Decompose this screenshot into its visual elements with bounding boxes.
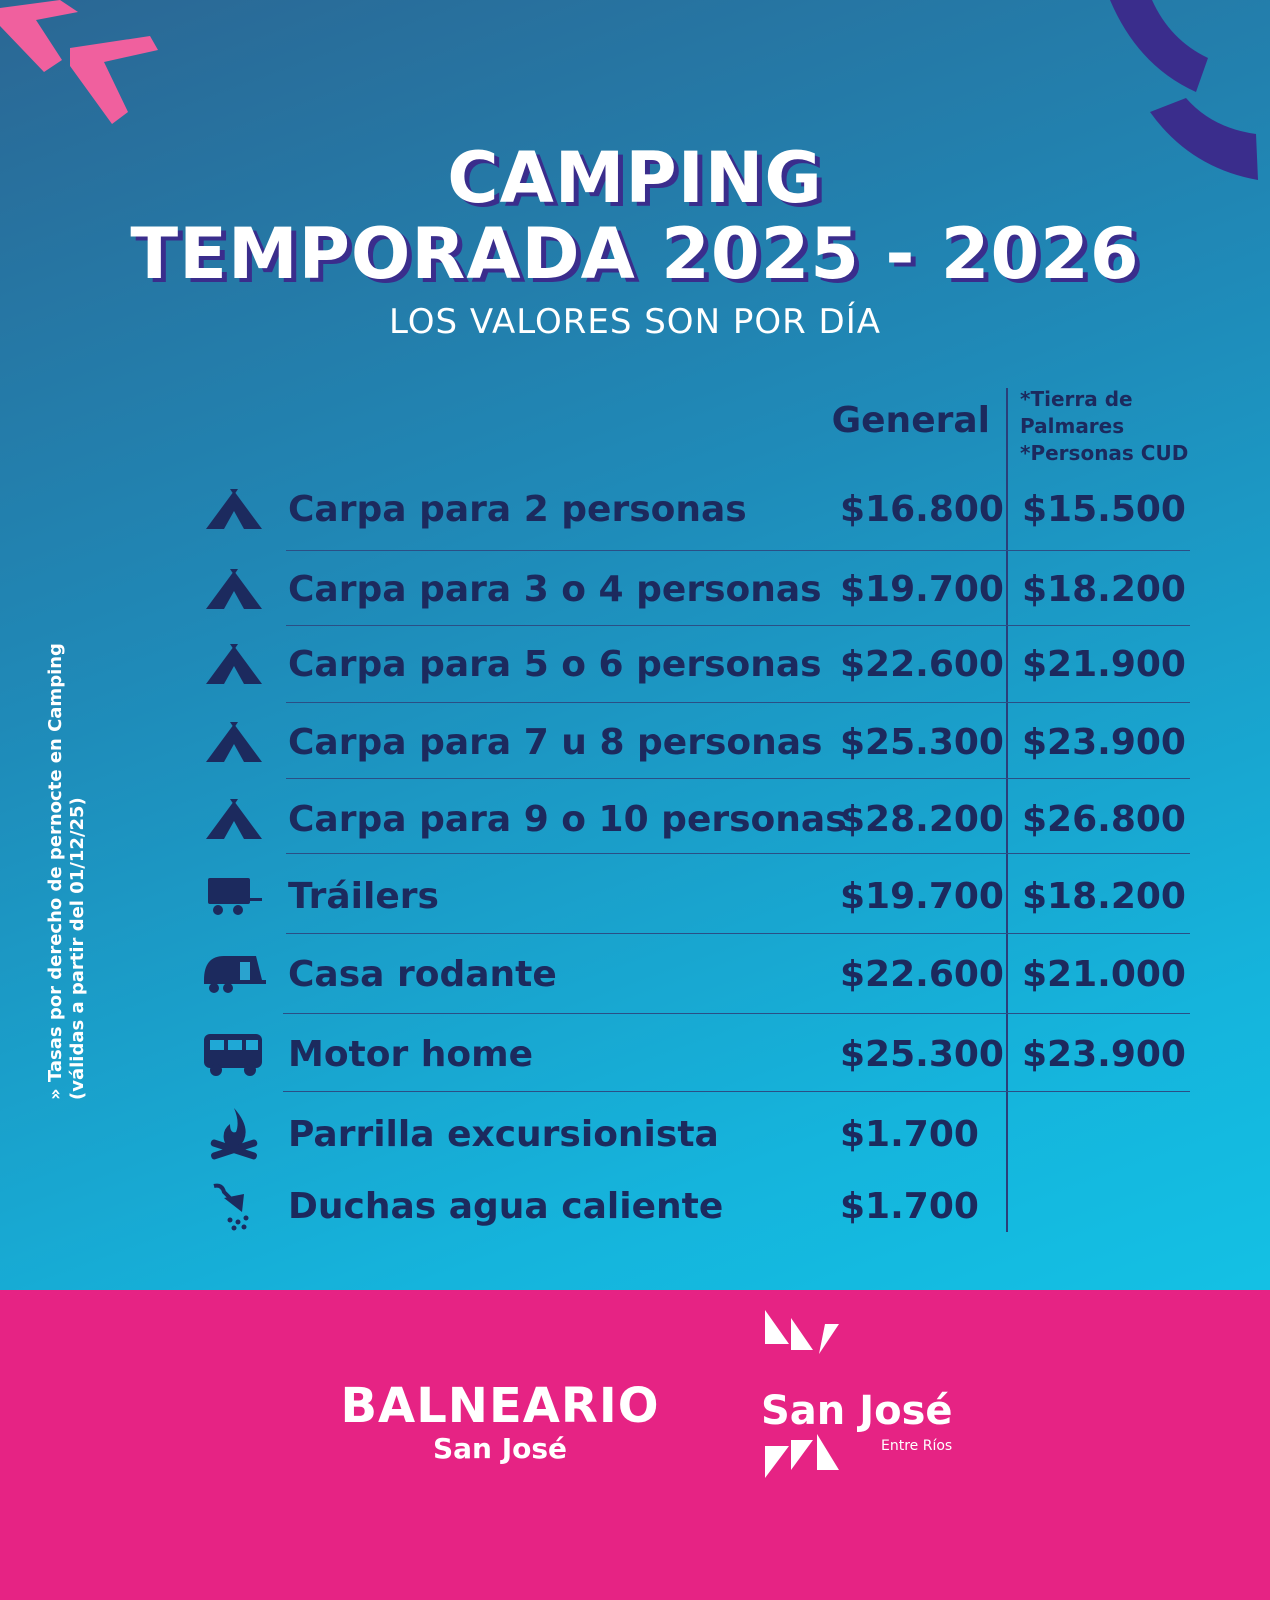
campfire-icon xyxy=(200,1106,270,1162)
price-general: $22.600 xyxy=(840,644,1004,685)
price-general: $1.700 xyxy=(840,1114,979,1155)
price-special: $21.000 xyxy=(1022,954,1186,995)
column-header-special-line-3: *Personas CUD xyxy=(1020,441,1189,465)
row-label: Carpa para 2 personas xyxy=(288,489,747,530)
row-label: Casa rodante xyxy=(288,954,557,995)
tent-icon xyxy=(200,565,270,615)
price-special: $23.900 xyxy=(1022,1034,1186,1075)
side-note-line-1: » Tasas por derecho de pernocte en Camping xyxy=(45,643,66,1100)
row-divider xyxy=(286,933,1190,934)
tent-icon xyxy=(200,485,270,535)
title-line-2: TEMPORADA 2025 - 2026 xyxy=(130,213,1140,295)
san-jose-logo-sub: Entre Ríos xyxy=(881,1438,953,1454)
row-label: Carpa para 3 o 4 personas xyxy=(288,569,822,610)
row-label: Carpa para 7 u 8 personas xyxy=(288,722,823,763)
price-special: $23.900 xyxy=(1022,722,1186,763)
row-divider xyxy=(286,778,1190,779)
row-label: Carpa para 5 o 6 personas xyxy=(288,644,822,685)
row-label: Duchas agua caliente xyxy=(288,1186,724,1227)
subtitle: LOS VALORES SON POR DÍA xyxy=(389,302,881,342)
row-divider xyxy=(283,1091,1190,1092)
price-general: $19.700 xyxy=(840,876,1004,917)
row-label: Parrilla excursionista xyxy=(288,1114,719,1155)
footer xyxy=(0,1290,1270,1600)
san-jose-logo xyxy=(755,1310,1015,1510)
san-jose-logo-main: San José xyxy=(761,1388,953,1434)
row-divider xyxy=(286,625,1190,626)
column-divider xyxy=(1006,388,1008,1232)
price-general: $1.700 xyxy=(840,1186,979,1227)
shower-icon xyxy=(200,1182,270,1232)
balneario-logo-sub: San José xyxy=(432,1432,568,1465)
tent-icon xyxy=(200,795,270,845)
motorhome-icon xyxy=(200,1030,270,1080)
price-special: $15.500 xyxy=(1022,489,1186,530)
balneario-logo-main: BALNEARIO xyxy=(340,1378,660,1434)
column-header-special-line-1: *Tierra de xyxy=(1020,387,1133,411)
price-general: $16.800 xyxy=(840,489,1004,530)
price-special: $26.800 xyxy=(1022,799,1186,840)
row-divider xyxy=(286,853,1190,854)
price-special: $18.200 xyxy=(1022,876,1186,917)
tent-icon xyxy=(200,640,270,690)
row-label: Motor home xyxy=(288,1034,534,1075)
balneario-logo xyxy=(330,1378,670,1464)
column-header-general: General xyxy=(831,400,990,441)
row-divider xyxy=(283,1013,1190,1014)
tent-icon xyxy=(200,718,270,768)
pink-arrow-decoration xyxy=(0,0,170,140)
page-title xyxy=(0,137,1270,295)
row-label: Carpa para 9 o 10 personas xyxy=(288,799,847,840)
price-general: $25.300 xyxy=(840,1034,1004,1075)
column-header-special xyxy=(1020,386,1240,467)
price-general: $25.300 xyxy=(840,722,1004,763)
row-divider xyxy=(286,550,1190,551)
caravan-icon xyxy=(200,950,270,1000)
price-special: $21.900 xyxy=(1022,644,1186,685)
price-special: $18.200 xyxy=(1022,569,1186,610)
price-general: $22.600 xyxy=(840,954,1004,995)
title-line-1: CAMPING xyxy=(447,137,823,219)
trailer-icon xyxy=(200,872,270,922)
side-note-line-2: (válidas a partir del 01/12/25) xyxy=(67,797,88,1100)
price-general: $19.700 xyxy=(840,569,1004,610)
row-label: Tráilers xyxy=(288,876,439,917)
column-header-special-line-2: Palmares xyxy=(1020,414,1125,438)
side-note xyxy=(45,600,89,1100)
price-general: $28.200 xyxy=(840,799,1004,840)
row-divider xyxy=(286,702,1190,703)
